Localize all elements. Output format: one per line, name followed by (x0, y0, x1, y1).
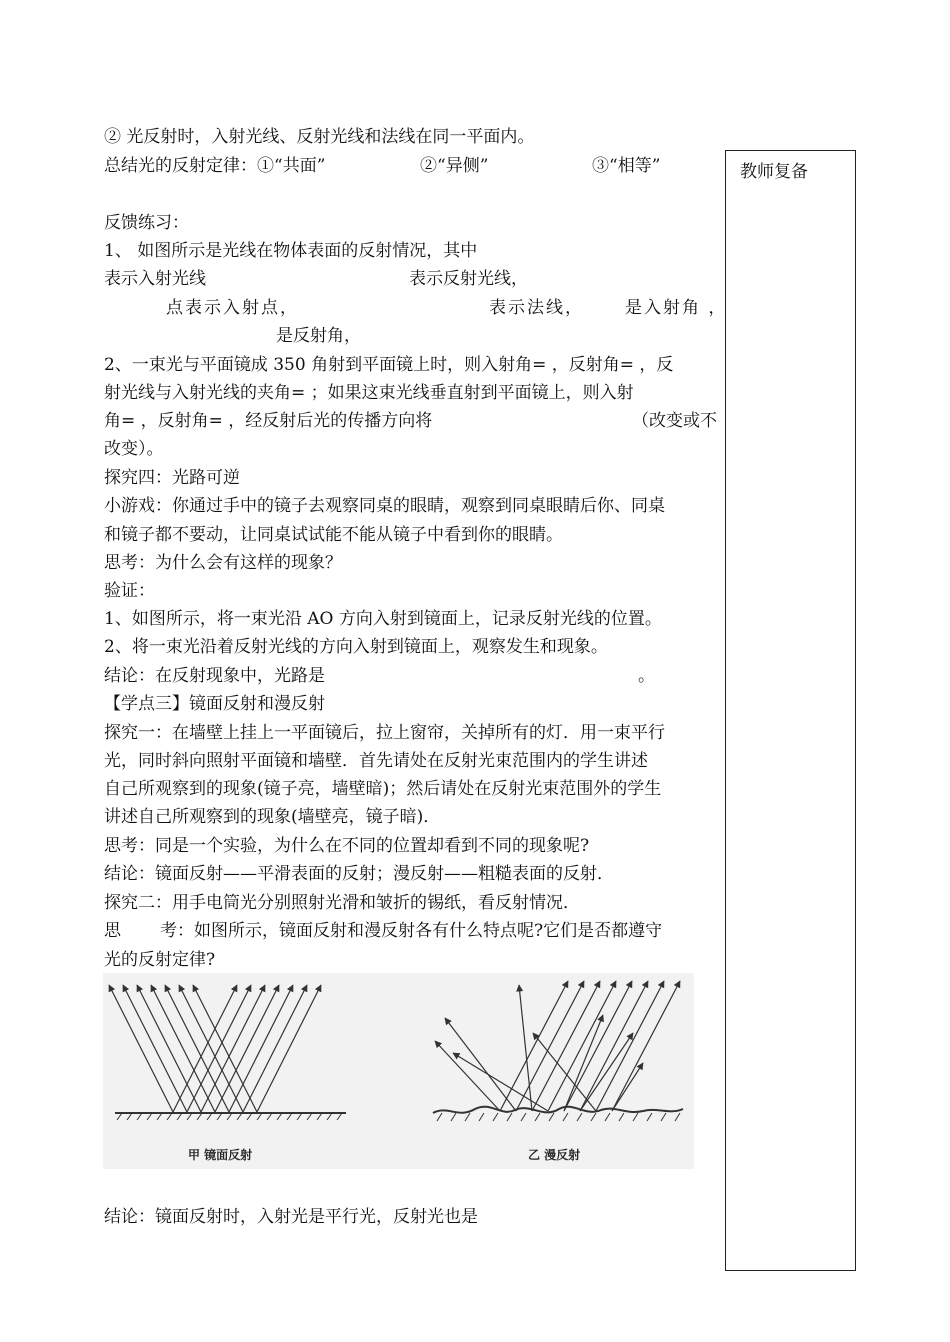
specular-reflection (109, 985, 346, 1120)
text-line: 2、一束光与平面镜成 350 角射到平面镜上时，则入射角= ，反射角= ，反 (104, 355, 674, 375)
text-line: 1、如图所示，将一束光沿 AO 方向入射到镜面上，记录反射光线的位置。 (104, 609, 662, 629)
text-line: 表示法线， (489, 298, 584, 318)
text-line: 考：如图所示，镜面反射和漫反射各有什么特点呢?它们是否都遵守 (160, 921, 663, 941)
text-line: 改变）。 (104, 439, 164, 459)
text-line: 光的反射定律? (104, 950, 216, 970)
text-line: 射光线与入射光线的夹角= ；如果这束光线垂直射到平面镜上，则入射 (104, 383, 634, 403)
text-line: 1、 如图所示是光线在物体表面的反射情况，其中 (104, 241, 478, 261)
teacher-notes-title: 教师复备 (740, 162, 808, 182)
text-line: 自己所观察到的现象(镜子亮，墙壁暗)；然后请处在反射光束范围外的学生 (104, 779, 662, 799)
text-line: 探究一：在墙壁上挂上一平面镜后，拉上窗帘，关掉所有的灯．用一束平行 (104, 723, 665, 743)
text-line: 验证： (104, 581, 155, 601)
text-line: 角= ，反射角= ，经反射后光的传播方向将 (104, 411, 433, 431)
text-line: ②“异侧” (420, 156, 489, 176)
section-heading: 【学点三】镜面反射和漫反射 (104, 694, 325, 714)
text-line: ② 光反射时，入射光线、反射光线和法线在同一平面内。 (104, 127, 535, 147)
teacher-notes-box (725, 150, 856, 1271)
reflection-figure (103, 973, 694, 1169)
diffuse-reflection (433, 981, 683, 1121)
text-line: 探究四：光路可逆 (104, 468, 240, 488)
text-line: 2、将一束光沿着反射光线的方向入射到镜面上，观察发生和现象。 (104, 637, 608, 657)
text-line: 小游戏：你通过手中的镜子去观察同桌的眼睛，观察到同桌眼睛后你、同桌 (104, 496, 665, 516)
text-line: 点表示入射点， (166, 298, 299, 318)
text-line: 光，同时斜向照射平面镜和墙壁．首先请处在反射光束范围内的学生讲述 (104, 751, 648, 771)
text-line: 探究二：用手电筒光分别照射光滑和皱折的锡纸，看反射情况． (104, 893, 580, 913)
text-line: 反馈练习： (104, 213, 189, 233)
text-line: （改变或不 (632, 411, 717, 431)
text-line: 讲述自己所观察到的现象(墙壁亮，镜子暗)． (104, 807, 441, 827)
text-line: ③“相等” (592, 156, 661, 176)
text-line: 结论：在反射现象中，光路是 (104, 666, 325, 686)
text-line: 表示反射光线， (409, 269, 528, 289)
text-line: 总结光的反射定律：①“共面” (104, 156, 326, 176)
text-line: 表示入射光线 (104, 269, 206, 289)
text-line: 结论：镜面反射时，入射光是平行光，反射光也是 (104, 1207, 478, 1227)
text-line: 思 (104, 921, 121, 941)
text-line: 思考：同是一个实验，为什么在不同的位置却看到不同的现象呢? (104, 836, 590, 856)
caption-specular: 甲 镜面反射 (188, 1148, 253, 1162)
text-line: 思考：为什么会有这样的现象？ (104, 553, 342, 573)
text-line: 。 (638, 666, 655, 686)
reflection-diagram (103, 973, 694, 1169)
caption-diffuse: 乙 漫反射 (528, 1148, 581, 1162)
text-line: 结论：镜面反射——平滑表面的反射；漫反射——粗糙表面的反射． (104, 864, 614, 884)
text-line: 是反射角， (276, 326, 361, 346)
text-line: 是入射角 ， (625, 298, 728, 318)
text-line: 和镜子都不要动，让同桌试试能不能从镜子中看到你的眼睛。 (104, 525, 563, 545)
